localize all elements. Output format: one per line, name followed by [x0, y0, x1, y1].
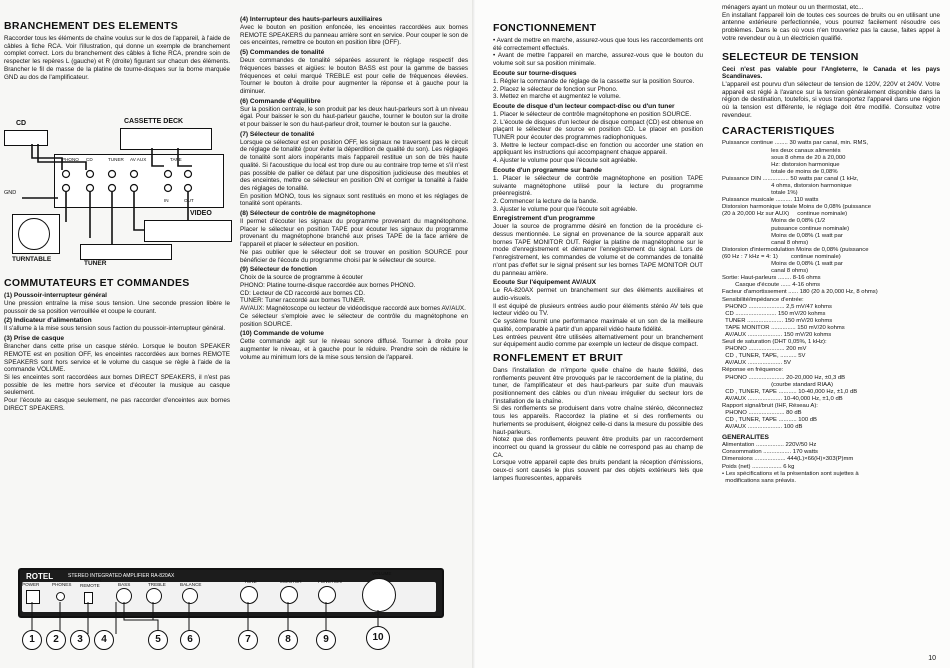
heading-branchement: BRANCHEMENT DES ELEMENTS — [4, 20, 179, 32]
ctl-treble-label: TREBLE — [148, 582, 166, 587]
item-2-title: (2) Indicateur d'alimentation — [4, 317, 92, 325]
section-3-text: 1. Placer le sélecteur de contrôle magnétophone en position TAPE suivante magnétophone utilisé pour la lecture du programme préenregistré. 2. Commencer la lecture de la bande. 3. Ajuster le volume pour que l'écoute soit agréable. — [493, 174, 703, 213]
label-gnd: GND — [4, 190, 17, 196]
ronflement-text: Dans l'installation de n'importe quelle chaîne de haute fidélité, des ronflements peuvent être provoqués par le raccordement de la platine, du tuner, de l'amplificateur et des haut-parleurs par suite d'un mauvais positionnement des câbles ou d'un niveau irrégulier du secteur lors de l'installation de la chaîne. Si des ronflements se produisent dans votre chaîne stéréo, déconnectez tous les appareils. Raccordez la platine et si des ronflements ou hurlements se produisent, éloignez celle-ci dans la mesure du possible des haut-parleurs. Notez que des ronflements peuvent être produits par un raccordement incorrect ou quand la grosseur du câble ne correspond pas au champ de CA. Lorsque votre appareil capte des bruits pendant la réception d'émissions, ceux-ci sont causés le plus souvent par des objets extérieurs tels que lampes fluorescentes, appareils — [493, 366, 703, 482]
jack-cd: CD — [86, 157, 93, 162]
section-2-text: 1. Placer le sélecteur de contrôle magnétophone en position SOURCE. 2. L'écoute de disques d'un lecteur de disque compact (CD) est obtenue en plaçant le sélecteur de source en position CD. Le placer en position TUNER pour écouter des programmes radiophoniques. 3. Mettre le lecteur compact-disc en fonction ou accorder une station en appliquant les instructions qui accompagnent chaque appareil. 4. Ajuster le volume pour que l'écoute soit agréable. — [493, 110, 703, 165]
specs-list: Puissance continue ........ 30 watts par canal, min. RMS, les deux canaux alimentés sous 8 ohms de 20 à 20,000 Hz: distorsion harmonique totale de moins de 0,08% Puissance DIN ................ 50 watts par canal (1 kHz, 4 ohms, distorsion harmonique totale 1%) Puissance musicale .......... 110 watts Distorsion harmonique totale Moins de 0,08% (puissance (20 à 20,000 Hz sur AUX) continue nominale) Moins de 0,08% (1/2 puissance continue nominale) Moins de 0,08% (1 watt par canal 8 ohms) Distorsion d'intermodulation Moins de 0,08% (puissance (60 Hz : 7 kHz = 4: 1) continue nominale) Moins de 0,08% (1 watt par canal 8 ohms) Sortie: Haut-parleurs ........ 8-16 ohms Casque d'écoute ...... 4-16 ohms Facteur d'amortissement ...... 180 (20 à 20,000 Hz, 8 ohms) Sensibilité/impédance d'entrée: PHONO ...................... 2,5 mV/47 kohms CD ......................... 150 mV/20 kohms TUNER ...................... 150 mV/20 kohms TAPE MONITOR ............... 150 mV/20 kohms AV/AUX ..................... 150 mV/20 kohms Seuil de saturation (DHT 0,05%, 1 kHz): PHONO ...................... 200 mV CD , TUNER, TAPE, .......... 5V AV/AUX ..................... 5V Réponse en fréquence: PHONO ...................... 20-20,000 Hz, ±0,3 dB (courbe standard RIAA) CD , TUNER, TAPE ........... 10-40,000 Hz, ±1,0 dB AV/AUX ..................... 10-40,000 Hz, ±1,0 dB Rapport signal/bruit (IHF, Réseau A): PHONO ...................... 80 dB CD , TUNER, TAPE ........... 100 dB AV/AUX ..................... 100 dB — [722, 140, 878, 431]
heading-ronflement: RONFLEMENT ET BRUIT — [493, 351, 623, 364]
callout-2: 2 — [46, 630, 66, 650]
item-7-title: (7) Sélecteur de tonalité — [240, 130, 315, 138]
right-column-1 — [493, 22, 703, 482]
item-6-title: (6) Commande d'équilibre — [240, 97, 321, 105]
section-5-title: Ecoute Sur l'équipement AV/AUX — [493, 279, 597, 287]
callout-5: 5 — [148, 630, 168, 650]
item-3-title: (3) Prise de casque — [4, 335, 65, 343]
label-cd: CD — [16, 120, 27, 127]
callout-8: 8 — [278, 630, 298, 650]
page-number: 10 — [928, 655, 936, 662]
ctl-power-label: POWER — [22, 582, 40, 587]
tension-bold: Ceci n'est pas valable pour l'Angleterre, le Canada et les pays Scandinaves. — [722, 65, 940, 81]
ctl-monitor-label: MONITOR — [280, 579, 302, 584]
item-9-text: Choix de la source de programme à écouter PHONO: Platine tourne-disque raccordée aux bornes PHONO. CD: Lecteur de CD raccordé aux bornes CD. TUNER: Tuner raccordé aux bornes TUNER. AV/AUX: Magnétoscope ou lecteur de vidéodisque raccordé aux bornes AV/AUX. Ce sélecteur s'emploie avec le sélecteur de contrôle du magnétophone en position SOURCE. — [240, 274, 468, 328]
item-10-text: Cette commande agit sur le niveau sonore diffusé. Tourner à droite pour augmenter le niveau, et à gauche pour le réduire. Prendre soin de réduire le volume au minimum lors de la mise sous tension de l'appareil. — [240, 338, 468, 361]
item-8-title: (8) Sélecteur de contrôle de magnétophone — [240, 210, 376, 218]
ctl-function-label: FUNCTION — [318, 579, 342, 584]
callout-4: 4 — [94, 630, 114, 650]
section-4-title: Enregistrement d'un programme — [493, 215, 595, 223]
section-5-text: Le RA-820AX permet un branchement sur des éléments auxiliaires et audio-visuels. Il est équipé de plusieurs entrées audio pour éléments stéréo AV tels que lecteur vidéo ou TV. Ce système fournit une performance maximale et un son de la meilleure qualité, comparable à partir d'un appareil vidéo haute fidélité. Les entrées peuvent être utilisées alternativement pour un branchement sur équipement audio comme par exemple un lecteur de disque compact. — [493, 287, 703, 349]
left-column-2 — [240, 14, 468, 361]
fonctionnement-intro: • Avant de mettre en marche, assurez-vous que tous les raccordements ont été correctement effectués. • Avant de mettre l'appareil en marche, assurez-vous que le bouton du volume soit sur sa position minimale. — [493, 37, 703, 68]
item-3-text: Brancher dans cette prise un casque stéréo. Lorsque le bouton SPEAKER REMOTE est en position OFF, les enceintes raccordées aux bornes REMOTE SPEAKERS sont hors service et le volume du casque se règle à l'aide de la commande VOLUME. Si les enceintes sont raccordées aux bornes DIRECT SPEAKERS, il n'est pas possible de les mettre hors service et d'écouter la musique au casque seulement. Pour l'écoute au casque seulement, ne pas raccorder d'enceintes aux bornes DIRECT SPEAKERS. — [4, 343, 230, 412]
panel-model: STEREO INTEGRATED AMPLIFIER RA-820AX — [68, 573, 175, 579]
callout-3: 3 — [70, 630, 90, 650]
item-1-title: (1) Poussoir-interrupteur général — [4, 292, 107, 299]
item-5-title: (5) Commandes de tonalité — [240, 49, 325, 57]
branchement-text: Raccorder tous les éléments de chaîne voulus sur le dos de l'appareil, à l'aide de câbles à fiche RCA. Voir l'illustration, qui donne un exemple de branchement complet correct. Lors du branchement des câbles à fiche RCA, prendre soin de respecter les repères L (gauche) et R (droite) figurant sur chacun des éléments. Brancher le fil de masse de la platine de tourne-disques sur la borne marquée GND au dos de l'amplificateur. — [4, 35, 230, 81]
label-tuner: TUNER — [84, 260, 107, 267]
turntable-platter — [18, 218, 50, 250]
ctl-volume-label: VOLUME — [372, 571, 392, 576]
section-1-text: 1. Régler la commande de réglage de la cassette sur la position Source. 2. Placez le sélecteur de fonction sur Phono. 3. Mettez en marche et augmentez le volume. — [493, 77, 695, 101]
jack-phono: PHONO — [62, 157, 79, 162]
heading-fonctionnement: FONCTIONNEMENT — [493, 22, 597, 34]
item-5-text: Deux commandes de tonalité séparées assurent le réglage respectif des fréquences basses et aigües: le bouton BASS est pour la gamme de basses fréquences et celui marqué TREBLE est pour celle de fréquences élevées. Tourner le bouton à droite pour augmenter la réponse et à gauche pour la diminuer. — [240, 57, 468, 95]
right-page — [475, 0, 950, 668]
callout-7: 7 — [238, 630, 258, 650]
tuner-unit — [80, 244, 172, 260]
callout-10: 10 — [366, 626, 390, 650]
jack-tuner: TUNER — [108, 157, 124, 162]
callout-1: 1 — [22, 630, 42, 650]
left-column-1-lower — [4, 277, 230, 412]
section-4-text: Jouer la source de programme désiré en fonction de la procédure ci-dessus mentionnée. Le signal en provenance de la source apparaît aux bornes TAPE MONITOR OUT. Régler la platine de magnétophone sur le mode d'enregistrement et démarrer l'enregistrement du signal. Lors de l'enregistrement, les commandes de volume et de commandes de tonalité n'ont pas d'effet sur le signal présent sur les bornes TAPE MONITOR OUT du panneau arrière. — [493, 223, 703, 277]
jack-out: OUT — [184, 198, 194, 203]
jack-avaux: AV AUX — [130, 157, 147, 162]
callout-9: 9 — [316, 630, 336, 650]
continuation-text: ménagers ayant un moteur ou un thermostat, etc... En installant l'appareil loin de toutes ces sources de bruits ou en utilisant une antenne extérieure perfectionnée, vous pourrez facilement résoudre ces problèmes. Dans le cas où vous n'en trouveriez pas la cause, faites appel à votre revendeur ou à un électricien qualifié. — [722, 4, 940, 42]
video-recorder — [144, 220, 232, 242]
section-2-title: Ecoute de disque d'un lecteur compact-disc ou d'un tuner — [493, 102, 675, 110]
heading-generalites: GENERALITES — [722, 434, 769, 442]
label-turntable: TURNTABLE — [12, 256, 52, 263]
item-4-title: (4) Interrupteur des hauts-parleurs auxiliaires — [240, 16, 383, 23]
heading-tension: SELECTEUR DE TENSION — [722, 50, 859, 63]
heading-caracteristiques: CARACTERISTIQUES — [722, 125, 835, 138]
item-6-text: Sur la position centrale, le son produit par les deux haut-parleurs sort à un niveau égal. Pour baisser le son du haut-parleur gauche, tourner le bouton sur la droite et pour baisser le son du haut-parleur droit, tourner le bouton sur la gauche. — [240, 105, 468, 129]
ctl-phones-label: PHONES — [52, 582, 72, 587]
ctl-bass-label: BASS — [118, 582, 131, 587]
tension-text: L'appareil est pourvu d'un sélecteur de tension de 120V, 220V et 240V. Votre appareil est réglé à l'avance sur la tension généralement disponible dans la région de destination, toutefois, si vous transportez l'appareil dans une région où la tension est différente, le réglage doit être modifié. Consultez votre revendeur. — [722, 80, 940, 119]
right-column-2 — [722, 4, 940, 485]
generalites-list: Alimentation ................. 220V/50 Hz Consommation ................. 170 watts Dimensions ................... 444(L)×66(H)×303(P)mm Poids (net) .................. 6 kg • Les spécifications et la présentation sont sujettes à modifications sans préavis. — [722, 442, 859, 484]
panel-brand: ROTEL — [26, 572, 54, 581]
jack-in: IN — [164, 198, 169, 203]
ctl-tone-label: TONE — [244, 579, 257, 584]
section-3-title: Ecoute d'un programme sur bande — [493, 166, 602, 174]
callout-6: 6 — [180, 630, 200, 650]
label-video: VIDEO — [190, 210, 212, 217]
section-1-title: Ecoute sur tourne-disques — [493, 69, 577, 77]
item-7-text: Lorsque ce sélecteur est en position OFF, les signaux ne traversent pas le circuit de réglage de tonalité (pour éviter la déperdition de qualité du son). Les réglages de tonalité sont alors inopérants mais l'appareil restitue un son de très haute qualité. Si l'acoustique du local est trop dure ou au contraire trop terne et s'il n'est pas possible de pallier ce défaut par une disposition judicieuse des meubles et des enceintes, mettre ce sélecteur en position ON et corriger la tonalité à l'aide des réglages de tonalité. En position MONO, tous les signaux sont restitués en mono et les réglages de tonalité sont opérants. — [240, 138, 468, 208]
item-4-text: Avec le bouton en position enfoncée, les enceintes raccordées aux bornes REMOTE SPEAKERS du panneau arrière sont en service. Pour couper le son de ces enceintes, remettre ce bouton en position libre (OFF). — [240, 24, 468, 47]
ctl-balance-label: BALANCE — [180, 582, 202, 587]
item-10-title: (10) Commande de volume — [240, 330, 324, 338]
item-2-text: Il s'allume à la mise sous tension sous l'action du poussoir-interrupteur général. — [4, 325, 226, 333]
item-8-text: Il permet d'écouter les signaux du programme provenant du magnétophone. Placer le sélecteur en position TAPE pour écouter les signaux du programme provenant du magnétophone branché aux prises TAPE de la face arrière de l'appareil et placer le sélecteur en position. Ne pas oublier que le sélecteur doit se trouver en position SOURCE pour bénéficier de l'écoute du programme choisi par le sélecteur de source. — [240, 218, 468, 264]
item-1-text: Une pression entraîne la mise sous tension. Une seconde pression libère le poussoir de sa position verrouillée et coupe le courant. — [4, 300, 230, 315]
heading-commutateurs: COMMUTATEURS ET COMMANDES — [4, 277, 190, 289]
left-column-1 — [4, 0, 230, 81]
ctl-speaker-label: SPEAKER REMOTE — [80, 578, 102, 588]
item-9-title: (9) Sélecteur de fonction — [240, 266, 317, 274]
jack-tape: TAPE — [170, 157, 182, 162]
connection-diagram — [2, 118, 234, 268]
label-cassette: CASSETTE DECK — [124, 118, 184, 125]
